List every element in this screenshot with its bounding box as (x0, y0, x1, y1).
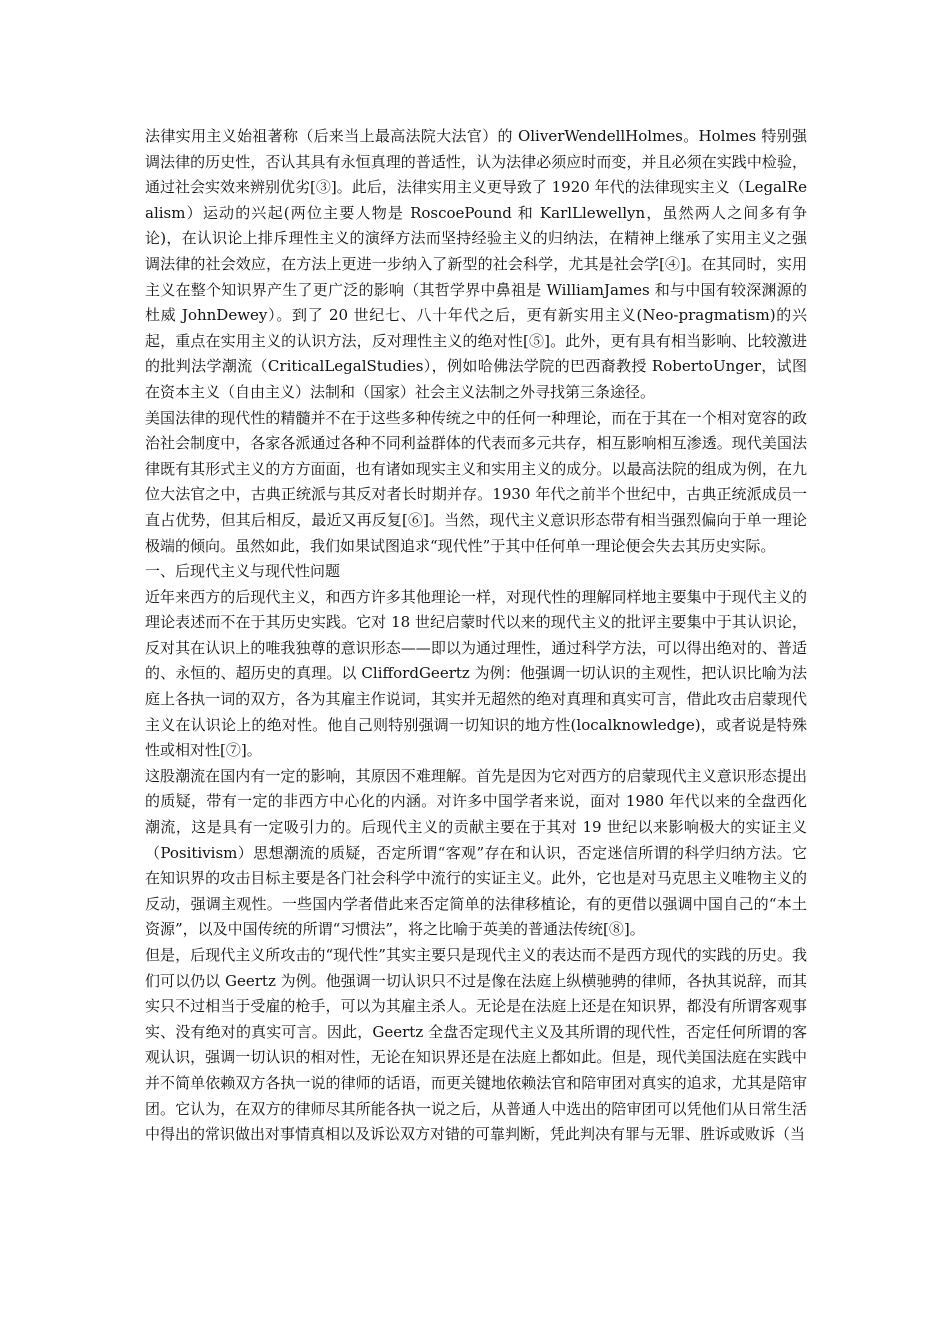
paragraph-holmes-pragmatism: 法律实用主义始祖著称（后来当上最高法院大法官）的 OliverWendellHolmes。Holmes 特别强调法律的历史性，否认其具有永恒真理的普适性，认为法律必须应时而变，并且必须在实践中检验，通过社会实效来辨别优劣[③]。此后，法律实用主义更导致了 1920 年代的法律现实主义（LegalRealism）运动的兴起(两位主要人物是 RoscoePound 和 KarlLlewellyn，虽然两人之间多有争论)，在认识论上排斥理性主义的演绎方法而坚持经验主义的归纳法，在精神上继承了实用主义之强调法律的社会效应，在方法上更进一步纳入了新型的社会科学，尤其是社会学[④]。在其同时，实用主义在整个知识界产生了更广泛的影响（其哲学界中鼻祖是 WilliamJames 和与中国有较深渊源的杜威 JohnDewey）。到了 20 世纪七、八十年代之后，更有新实用主义(Neo-pragmatism)的兴起，重点在实用主义的认识方法，反对理性主义的绝对性[⑤]。此外，更有具有相当影响、比较激进的批判法学潮流（CriticalLegalStudies），例如哈佛法学院的巴西裔教授 RobertoUnger，试图在资本主义（自由主义）法制和（国家）社会主义法制之外寻找第三条途径。 (145, 127, 807, 401)
paragraph-domestic-influence: 这股潮流在国内有一定的影响，其原因不难理解。首先是因为它对西方的启蒙现代主义意识形态提出的质疑，带有一定的非西方中心化的内涵。对许多中国学者来说，面对 1980 年代以来的全盘西化潮流，这是具有一定吸引力的。后现代主义的贡献主要在于其对 19 世纪以来影响极大的实证主义（Positivism）思想潮流的质疑，否定所谓“客观”存在和认识，否定迷信所谓的科学归纳方法。它在知识界的攻击目标主要是各门社会科学中流行的实证主义。此外，它也是对马克思主义唯物主义的反动，强调主观性。一些国内学者借此来否定简单的法律移植论，有的更借以强调中国自己的“本土资源”，以及中国传统的所谓“习惯法”，将之比喻于英美的普通法传统[⑧]。 (145, 766, 807, 939)
paragraph-american-law-modernity: 美国法律的现代性的精髓并不在于这些多种传统之中的任何一种理论，而在于其在一个相对宽容的政治社会制度中，各家各派通过各种不同利益群体的代表而多元共存，相互影响相互渗透。现代美国法律既有其形式主义的方方面面，也有诸如现实主义和实用主义的成分。以最高法院的组成为例，在九位大法官之中，古典正统派与其反对者长时期并存。1930 年代之前半个世纪中，古典正统派成员一直占优势，但其后相反，最近又再反复[⑥]。当然，现代主义意识形态带有相当强烈偏向于单一理论极端的倾向。虽然如此，我们如果试图追求“现代性”于其中任何单一理论便会失去其历史实际。 (145, 408, 807, 555)
section-heading-postmodernism: 一、后现代主义与现代性问题 (145, 562, 341, 581)
paragraph-geertz-critique: 但是，后现代主义所攻击的“现代性”其实主要只是现代主义的表达而不是西方现代的实践的历史。我们可以仍以 Geertz 为例。他强调一切认识只不过是像在法庭上纵横驰骋的律师，各执其说辞，而其实只不过相当于受雇的枪手，可以为其雇主杀人。无论是在法庭上还是在知识界，都没有所谓客观事实、没有绝对的真实可言。因此，Geertz 全盘否定现代主义及其所谓的现代性，否定任何所谓的客观认识，强调一切认识的相对性，无论在知识界还是在法庭上都如此。但是，现代美国法庭在实践中并不简单依赖双方各执一说的律师的话语，而更关键地依赖法官和陪审团对真实的追求，尤其是陪审团。它认为，在双方的律师尽其所能各执一说之后，从普通人中选出的陪审团可以凭他们从日常生活中得出的常识做出对事情真相以及诉讼双方对错的可靠判断，凭此判决有罪与无罪、胜诉或败诉（当 (145, 946, 807, 1144)
paragraph-western-postmodernism: 近年来西方的后现代主义，和西方许多其他理论一样，对现代性的理解同样地主要集中于现代主义的理论表述而不在于其历史实践。它对 18 世纪启蒙时代以来的现代主义的批评主要集中于其认识论，反对其在认识上的唯我独尊的意识形态——即以为通过理性，通过科学方法，可以得出绝对的、普适的、永恒的、超历史的真理。以 CliffordGeertz 为例：他强调一切认识的主观性，把认识比喻为法庭上各执一词的双方，各为其雇主作说词，其实并无超然的绝对真理和真实可言，借此攻击启蒙现代主义在认识论上的绝对性。他自己则特别强调一切知识的地方性(localknowledge)，或者说是特殊性或相对性[⑦]。 (145, 587, 807, 760)
document-page (145, 124, 807, 1148)
